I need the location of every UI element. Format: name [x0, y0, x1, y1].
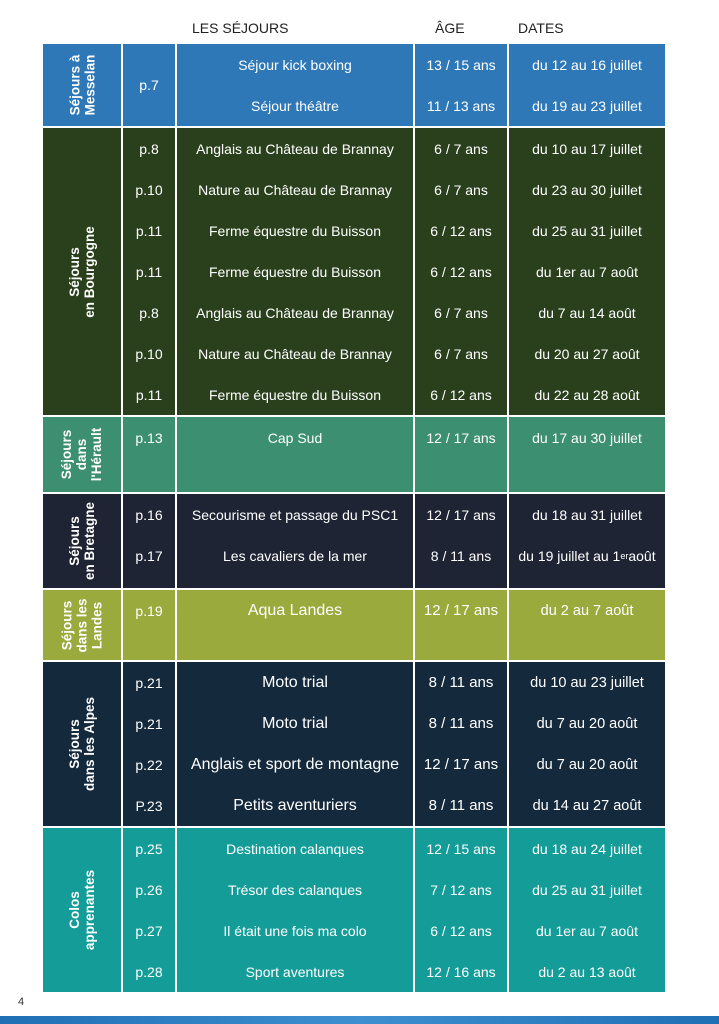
- age-range: 6 / 12 ans: [430, 222, 492, 239]
- section-label: [43, 128, 121, 415]
- sejour-name: Anglais au Château de Brannay: [196, 140, 394, 157]
- table-row: [123, 703, 665, 744]
- age-range: 6 / 12 ans: [430, 263, 492, 280]
- table-row: [123, 951, 665, 992]
- age-range: 6 / 7 ans: [434, 345, 488, 362]
- section-1: [43, 128, 665, 415]
- age-range: 6 / 7 ans: [434, 304, 488, 321]
- page-ref: p.8: [139, 140, 159, 157]
- date-range: du 1er au 7 août: [536, 922, 638, 939]
- sejour-name: Séjour théâtre: [251, 97, 339, 114]
- age-range: 6 / 12 ans: [430, 922, 492, 939]
- page-ref: p.17: [135, 547, 163, 564]
- age-range: 8 / 11 ans: [428, 715, 494, 732]
- age-range: 8 / 11 ans: [428, 797, 494, 814]
- date-range: du 10 au 23 juillet: [530, 674, 644, 691]
- age-range: 12 / 16 ans: [426, 963, 496, 980]
- date-range: du 25 au 31 juillet: [532, 222, 642, 239]
- date-range: du 2 au 7 août: [540, 602, 634, 619]
- date-range: du 25 au 31 juillet: [532, 881, 642, 898]
- table-header: [0, 20, 719, 40]
- sejour-name: Trésor des calanques: [227, 881, 363, 898]
- section-label: [43, 494, 121, 588]
- page-ref: p.7: [139, 77, 159, 93]
- age-range: 12 / 15 ans: [426, 840, 496, 857]
- page-ref: p.10: [135, 345, 163, 362]
- page-ref: p.11: [135, 386, 163, 403]
- sejour-name: Secourisme et passage du PSC1: [191, 506, 399, 523]
- section-2: [43, 417, 665, 492]
- sejour-name: Moto trial: [262, 673, 328, 691]
- section-label-text: Séjours en Bretagne: [67, 501, 97, 581]
- date-range: du 14 au 27 août: [532, 797, 642, 814]
- section-label-text: Séjours dans l'Hérault: [59, 427, 105, 482]
- table-row: [123, 910, 665, 951]
- table-row: [123, 44, 665, 85]
- section-label: [43, 590, 121, 660]
- bottom-accent-bar: [0, 1016, 719, 1024]
- table-row: [123, 590, 665, 631]
- age-range: 8 / 11 ans: [428, 674, 494, 691]
- table-row: [123, 292, 665, 333]
- section-label-text: Séjours en Bourgogne: [67, 225, 97, 318]
- date-range: du 18 au 31 juillet: [532, 506, 642, 523]
- page-ref: p.11: [135, 222, 163, 239]
- section-6: [43, 828, 665, 992]
- page-ref: p.8: [139, 304, 159, 321]
- sejour-name: Sport aventures: [245, 963, 345, 980]
- table-row: [123, 85, 665, 126]
- page-ref: p.11: [135, 263, 163, 280]
- page-ref: p.25: [135, 840, 163, 857]
- age-range: 6 / 7 ans: [434, 181, 488, 198]
- table-row: [123, 374, 665, 415]
- section-label: [43, 417, 121, 492]
- age-range: 13 / 15 ans: [426, 56, 496, 73]
- section-label-text: Séjours dans les Landes: [59, 597, 105, 653]
- header-age: ÂGE: [435, 20, 465, 36]
- age-range: 11 / 13 ans: [426, 97, 496, 114]
- section-label: [43, 44, 121, 126]
- section-label-text: Colos apprenantes: [67, 869, 97, 951]
- date-range: du 19 au 23 juillet: [532, 97, 642, 114]
- section-label: [43, 828, 121, 992]
- section-0: [43, 44, 665, 126]
- age-range: 7 / 12 ans: [430, 881, 492, 898]
- page-ref: p.27: [135, 922, 163, 939]
- section-label: [43, 662, 121, 826]
- date-range: du 7 au 20 août: [536, 715, 638, 732]
- table-row: [123, 417, 665, 458]
- table-row: [123, 251, 665, 292]
- page-ref: p.10: [135, 181, 163, 198]
- date-range: du 1er au 7 août: [536, 263, 638, 280]
- sejour-name: Les cavaliers de la mer: [223, 547, 367, 564]
- date-range: du 22 au 28 août: [534, 386, 640, 403]
- header-dates: DATES: [518, 20, 564, 36]
- sejour-name: Séjour kick boxing: [238, 56, 352, 73]
- age-range: 12 / 17 ans: [423, 756, 499, 773]
- page-ref: p.22: [135, 756, 163, 773]
- sejours-table: [43, 44, 665, 992]
- page-ref: p.19: [135, 602, 163, 619]
- section-5: [43, 662, 665, 826]
- sejour-name: Moto trial: [262, 714, 328, 732]
- date-range: du 7 au 14 août: [538, 304, 636, 321]
- sejour-name: Petits aventuriers: [233, 796, 357, 814]
- sejour-name: Nature au Château de Brannay: [198, 345, 392, 362]
- table-row: [123, 494, 665, 535]
- page-ref: p.13: [135, 429, 163, 446]
- date-range: du 7 au 20 août: [536, 756, 638, 773]
- header-sejours: LES SÉJOURS: [192, 20, 289, 36]
- sejour-name: Ferme équestre du Buisson: [209, 222, 381, 239]
- table-row: [123, 869, 665, 910]
- sejour-name: Il était une fois ma colo: [223, 922, 367, 939]
- date-range: du 20 au 27 août: [534, 345, 640, 362]
- page-ref: p.28: [135, 963, 163, 980]
- sejour-name: Nature au Château de Brannay: [198, 181, 392, 198]
- table-row: [123, 744, 665, 785]
- age-range: 6 / 7 ans: [434, 140, 488, 157]
- date-range: du 12 au 16 juillet: [532, 56, 642, 73]
- sejour-name: Ferme équestre du Buisson: [209, 386, 381, 403]
- section-label-text: Séjours à Messelan: [66, 54, 97, 116]
- sejour-name: Anglais et sport de montagne: [190, 755, 400, 773]
- page-ref: p.21: [135, 715, 163, 732]
- age-range: 8 / 11 ans: [430, 547, 492, 564]
- date-range: du 2 au 13 août: [538, 963, 636, 980]
- age-range: 12 / 17 ans: [426, 429, 496, 446]
- date-range: du 17 au 30 juillet: [532, 429, 642, 446]
- table-row: [123, 828, 665, 869]
- sejour-name: Aqua Landes: [247, 601, 343, 619]
- date-range: du 23 au 30 juillet: [532, 181, 642, 198]
- date-range: du 19 juillet au 1 er août: [518, 547, 656, 564]
- section-4: [43, 590, 665, 660]
- table-row: [123, 662, 665, 703]
- table-row: [123, 785, 665, 826]
- page-ref: p.26: [135, 881, 163, 898]
- page-ref: P.23: [135, 797, 163, 814]
- table-row: [123, 333, 665, 374]
- date-range: du 10 au 17 juillet: [532, 140, 642, 157]
- table-row: [123, 210, 665, 251]
- sejour-name: Ferme équestre du Buisson: [209, 263, 381, 280]
- table-row: [123, 169, 665, 210]
- age-range: 6 / 12 ans: [430, 386, 492, 403]
- page-number: 4: [18, 996, 25, 1008]
- date-range: du 18 au 24 juillet: [532, 840, 642, 857]
- age-range: 12 / 17 ans: [426, 506, 496, 523]
- section-label-text: Séjours dans les Alpes: [67, 696, 98, 792]
- sejour-name: Anglais au Château de Brannay: [196, 304, 394, 321]
- table-row: [123, 535, 665, 576]
- page-ref: p.21: [135, 674, 163, 691]
- age-range: 12 / 17 ans: [423, 602, 499, 619]
- section-3: [43, 494, 665, 588]
- sejour-name: Cap Sud: [267, 429, 323, 446]
- page-ref: p.16: [135, 506, 163, 523]
- sejour-name: Destination calanques: [226, 840, 364, 857]
- table-row: [123, 128, 665, 169]
